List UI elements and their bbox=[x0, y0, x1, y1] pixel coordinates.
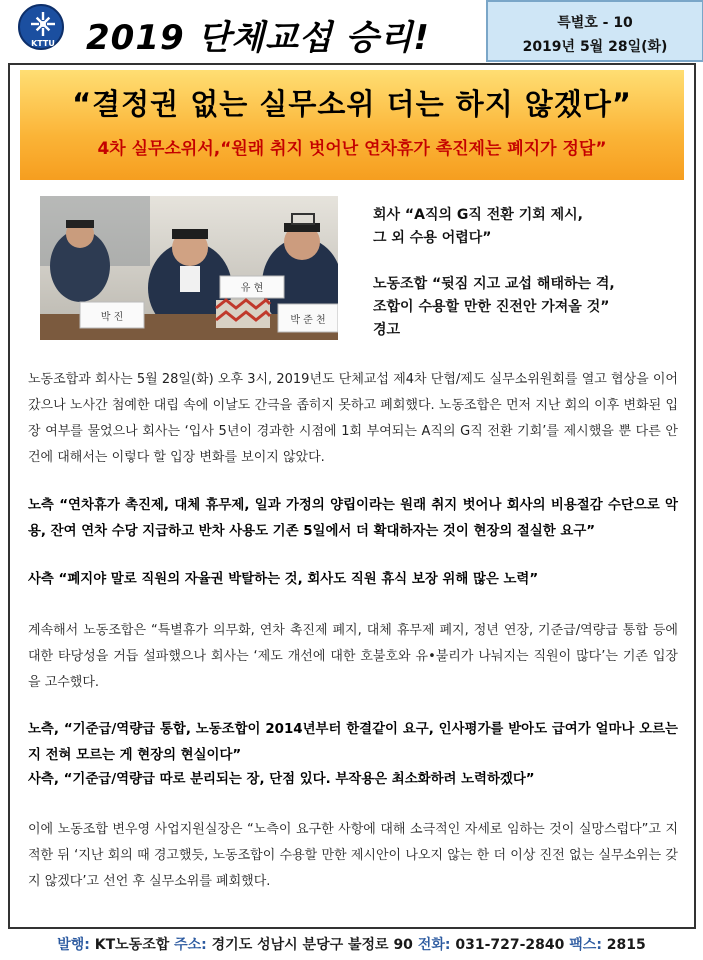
body-paragraph-1: 노동조합과 회사는 5월 28일(화) 오후 3시, 2019년도 단체교섭 제4차 단협/제도 실무소위원회를 열고 협상을 이어갔으나 노사간 첨예한 대립 속에 이날도 간극을 좁히지 못하고 폐회했다. 노동조합은 먼저 지난 회의 이후 변화된 입장 여부를 물었으나 회사는 ‘입사 5년이 경과한 시점에 1회 부여되는 A직의 G직 전환 기회’를 제시했을 뿐 다른 안건에 대해서는 이렇다 할 입장 변화를 보이지 않았다. bbox=[28, 372, 678, 465]
fax: 2815 bbox=[606, 937, 646, 953]
kttu-logo bbox=[18, 4, 64, 50]
address: 경기도 성남시 분당구 불정로 90 bbox=[211, 937, 413, 953]
company-quote-line2: 그 외 수용 어렵다” bbox=[373, 230, 492, 246]
company-statement-2: 사측, “기준급/역량급 따로 분리되는 장, 단점 있다. 부작용은 최소화하려 노력하겠다” bbox=[28, 772, 535, 787]
newsletter-title: 2019 단체교섭 승리! bbox=[86, 18, 430, 58]
company-statement-1: 사측 “폐지야 말로 직원의 자율권 박탈하는 것, 회사도 직원 휴식 보장 위해 많은 노력” bbox=[28, 572, 539, 587]
subheadline: 4차 실무소위서,“원래 취지 벗어난 연차휴가 촉진제는 폐지가 정답” bbox=[97, 139, 607, 159]
issue-date: 2019년 5월 28일(화) bbox=[522, 39, 668, 55]
logo-text: KTTU bbox=[31, 39, 55, 48]
nameplate-2: 유 현 bbox=[240, 283, 264, 294]
body-paragraph-2: 계속해서 노동조합은 “특별휴가 의무화, 연차 촉진제 폐지, 대체 휴무제 폐지, 정년 연장, 기준급/역량급 통합 등에 대한 타당성을 거듭 설파했으나 회사는 ‘제도 개선에 대한 호불호와 유•불리가 나눠지는 직원이 많다’는 기존 입장을 고수했다. bbox=[28, 623, 678, 690]
nameplate-3: 박 준 천 bbox=[290, 315, 326, 326]
company-quote-line1: 회사 “A직의 G직 전환 기회 제시, bbox=[373, 207, 583, 223]
union-quote-line2: 조합이 수용할 만한 진전안 가져올 것” bbox=[373, 299, 610, 315]
address-label: 주소: bbox=[174, 937, 207, 953]
quote-summary bbox=[373, 204, 683, 342]
union-statement-2: 노측, “기준급/역량급 통합, 노동조합이 2014년부터 한결같이 요구, 인사평가를 받아도 급여가 얼마나 오르는지 전혀 모르는 게 현장의 현실이다” bbox=[28, 722, 678, 763]
footer-contact bbox=[0, 934, 703, 954]
phone: 031-727-2840 bbox=[455, 937, 565, 953]
union-quote-line3: 경고 bbox=[373, 322, 401, 338]
issue-box bbox=[486, 0, 703, 62]
body-paragraph-3: 이에 노동조합 변우영 사업지원실장은 “노측이 요구한 사항에 대해 소극적인 자세로 임하는 것이 실망스럽다”고 지적한 뒤 ‘지난 회의 때 경고했듯, 노동조합이 수용할 만한 제시안이 나오지 않는 한 더 이상 진전 없는 실무소위는 갖지 않겠다’고 선언 후 실무소위를 폐회했다. bbox=[28, 822, 678, 889]
publisher-label: 발행: bbox=[57, 937, 90, 953]
union-statement-1: 노측 “연차휴가 촉진제, 대체 휴무제, 일과 가정의 양립이라는 원래 취지 벗어나 회사의 비용절감 수단으로 악용, 잔여 연차 수당 지급하고 반차 사용도 기존 5일에서 더 확대하자는 것이 현장의 절실한 요구” bbox=[28, 498, 678, 539]
nameplate-1: 박 진 bbox=[100, 312, 124, 323]
union-quote-line1: 노동조합 “뒷짐 지고 교섭 해태하는 격, bbox=[373, 276, 615, 292]
headline: “결정권 없는 실무소위 더는 하지 않겠다” bbox=[72, 87, 632, 121]
publisher: KT노동조합 bbox=[94, 937, 170, 953]
phone-label: 전화: bbox=[417, 937, 451, 953]
fax-label: 팩스: bbox=[569, 937, 602, 953]
headline-banner bbox=[20, 70, 684, 180]
issue-number: 특별호 - 10 bbox=[557, 15, 633, 31]
meeting-photo bbox=[40, 196, 338, 340]
newsletter-header bbox=[8, 0, 696, 62]
